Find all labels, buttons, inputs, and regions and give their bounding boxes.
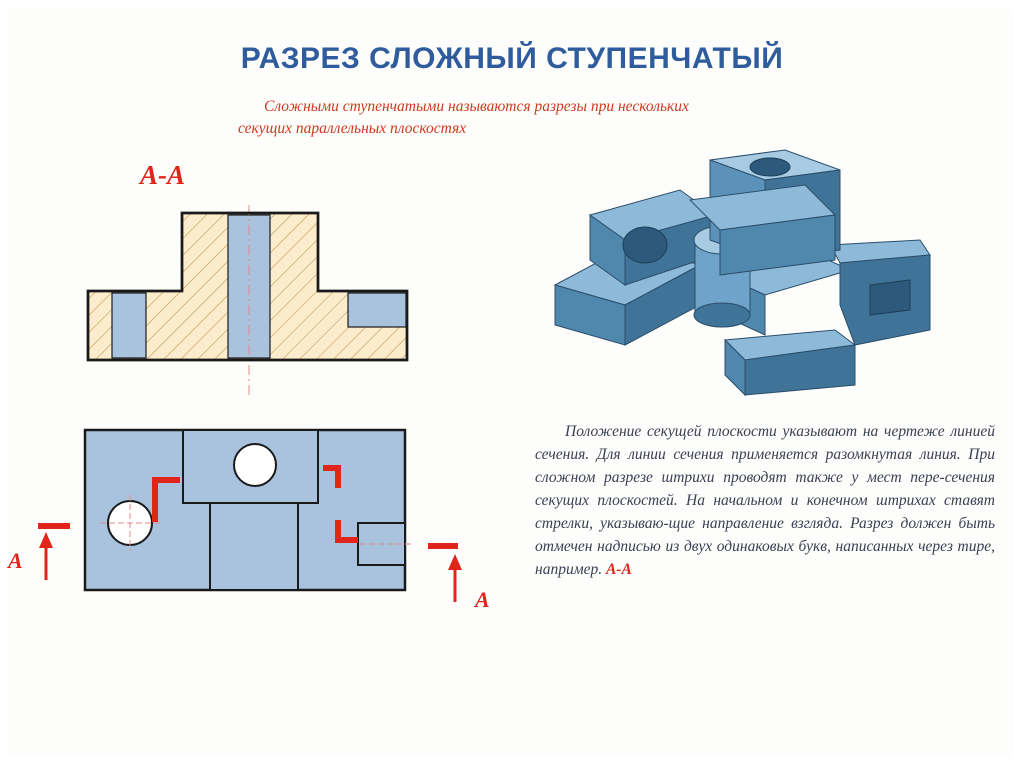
top-view-lower-block: [210, 503, 298, 590]
arrow-letter-right: А: [475, 587, 490, 612]
explanation-body: Положение секущей плоскости указывают на чертеже линией сечения. Для линии сечения применяется разомкнутая линия. При сложном разрезе штрихи проводят также у мест пере-сечения секущих плоскостей. На начальном и конечном штрихах ставят стрелки, указываю-щие направление взгляда. Разрез должен быть отмечен надписью из двух одинаковых букв, написанных через тире, например.: [535, 423, 995, 578]
section-left-hole: [112, 293, 146, 358]
arrow-letter-left: А: [8, 548, 23, 573]
top-view-hole-top: [234, 444, 276, 486]
slide-title: РАЗРЕЗ СЛОЖНЫЙ СТУПЕНЧАТЫЙ: [240, 42, 784, 75]
section-right-pocket: [348, 293, 406, 327]
view-arrow-right: [448, 554, 462, 602]
definition-text: Сложными ступенчатыми называются разрезы при нескольких секущих параллельных плоскостях: [238, 98, 689, 137]
view-arrow-left: [39, 532, 53, 580]
top-view-drawing: [0, 420, 480, 620]
isometric-part-model: [550, 145, 940, 400]
section-view-drawing: [80, 205, 420, 395]
section-label: А-А: [140, 160, 186, 190]
example-label: А-А: [605, 561, 632, 578]
explanation-text: [535, 420, 995, 581]
